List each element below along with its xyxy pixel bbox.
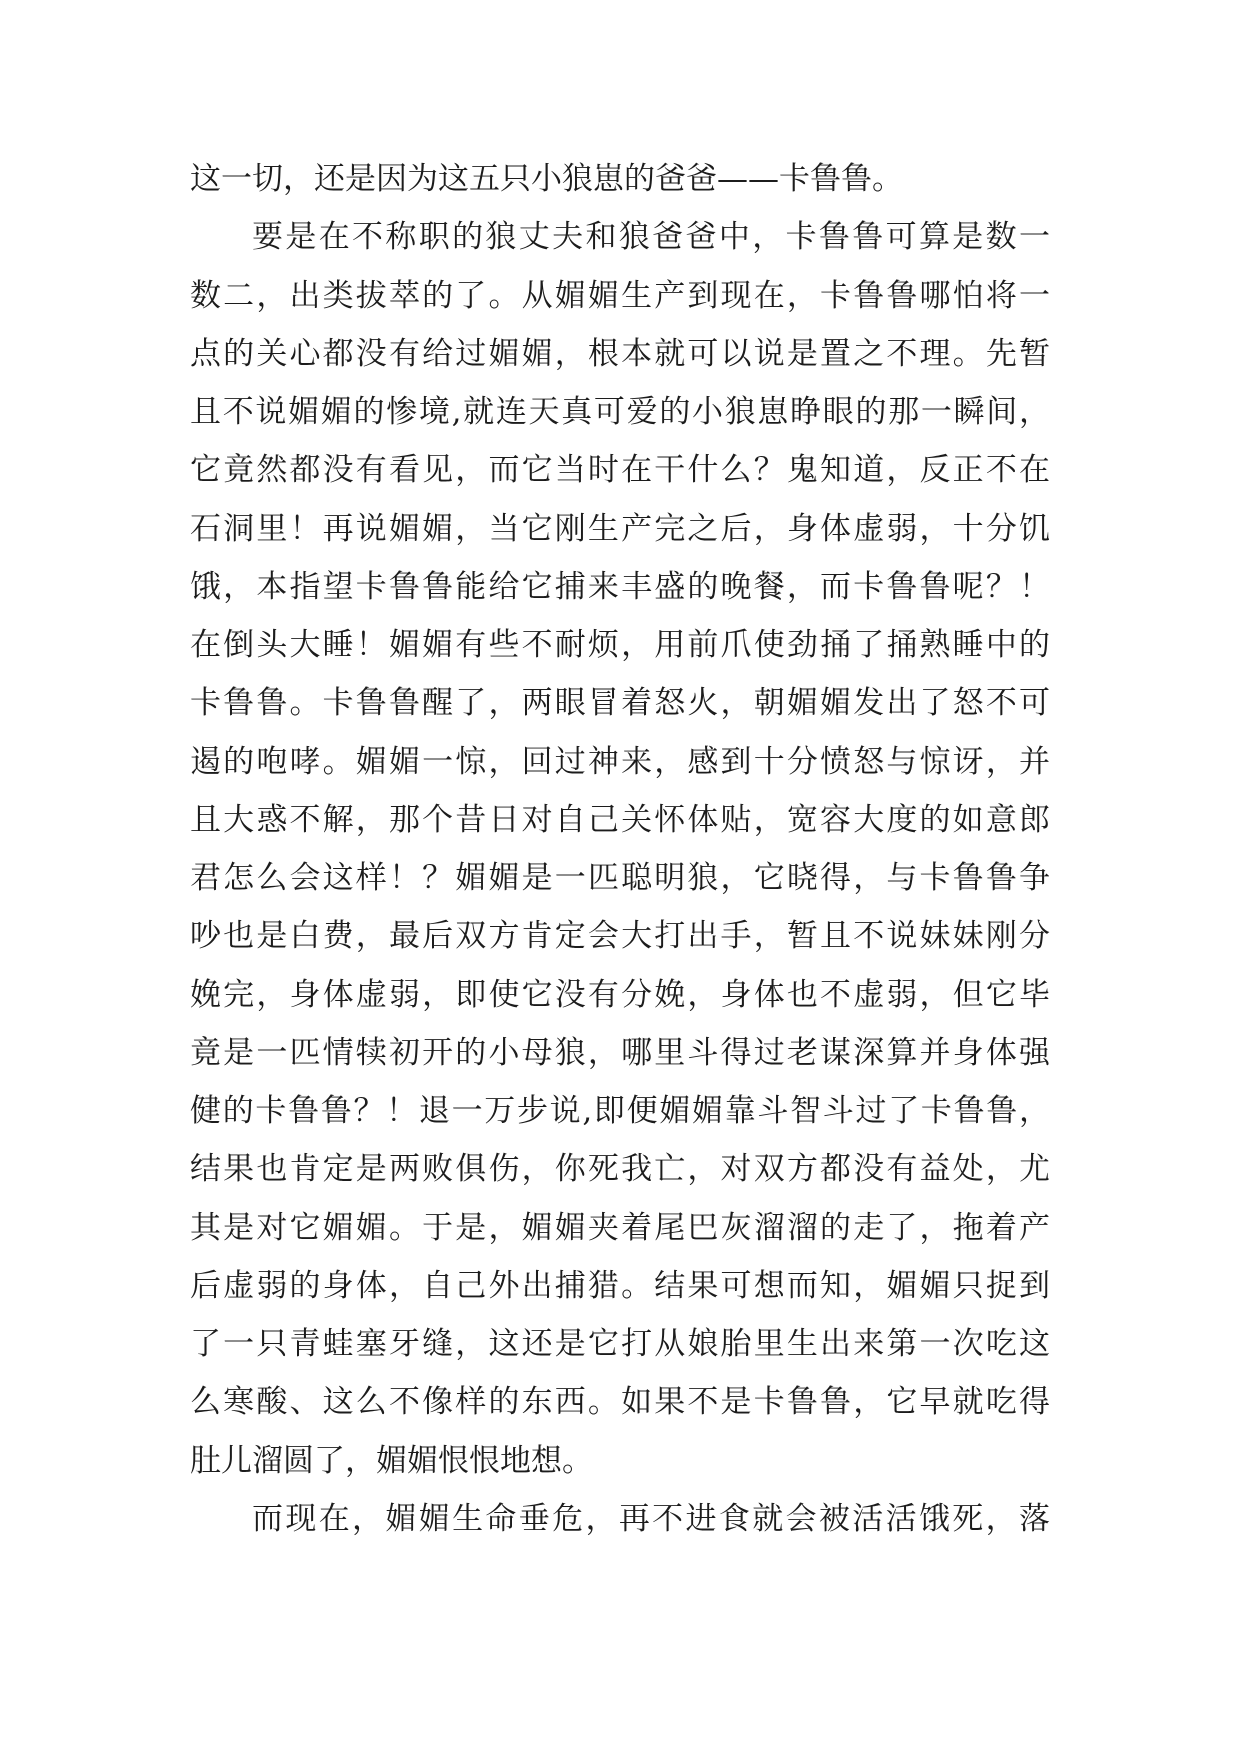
text-body [190, 150, 1050, 1548]
paragraph-first-line: 而现在，媚媚生命垂危，再不进食就会被活活饿死，落 [252, 1500, 1050, 1537]
text-line: 这一切，还是因为这五只小狼崽的爸爸——卡鲁鲁。 [190, 161, 903, 197]
text-line: 其是对它媚媚。于是，媚媚夹着尾巴灰溜溜的走了，拖着产 [190, 1209, 1050, 1246]
paragraph-last-line: 肚儿溜圆了，媚媚恨恨地想。 [190, 1442, 593, 1479]
text-line: 卡鲁鲁。卡鲁鲁醒了，两眼冒着怒火，朝媚媚发出了怒不可 [190, 685, 1050, 722]
text-line: 且大惑不解，那个昔日对自己关怀体贴，宽容大度的如意郎 [190, 801, 1050, 838]
text-line: 结果也肯定是两败俱伤，你死我亡，对双方都没有益处，尤 [190, 1151, 1050, 1188]
text-line: 么寒酸、这么不像样的东西。如果不是卡鲁鲁，它早就吃得 [190, 1384, 1050, 1421]
text-line: 吵也是白费，最后双方肯定会大打出手，暂且不说妹妹刚分 [190, 918, 1050, 955]
text-line: 娩完，身体虚弱，即使它没有分娩，身体也不虚弱，但它毕 [190, 976, 1050, 1013]
text-line: 竟是一匹情犊初开的小母狼，哪里斗得过老谋深算并身体强 [190, 1034, 1050, 1071]
text-line: 点的关心都没有给过媚媚，根本就可以说是置之不理。先暂 [190, 335, 1050, 372]
text-line: 遏的咆哮。媚媚一惊，回过神来，感到十分愤怒与惊讶，并 [190, 743, 1050, 780]
text-line: 数二，出类拔萃的了。从媚媚生产到现在，卡鲁鲁哪怕将一 [190, 277, 1050, 314]
text-line: 饿，本指望卡鲁鲁能给它捕来丰盛的晚餐，而卡鲁鲁呢？！ [190, 568, 1050, 605]
text-line: 在倒头大睡！媚媚有些不耐烦，用前爪使劲捅了捅熟睡中的 [190, 627, 1050, 663]
text-line: 石洞里！再说媚媚，当它刚生产完之后，身体虚弱，十分饥 [190, 510, 1050, 547]
text-line: 它竟然都没有看见，而它当时在干什么？鬼知道，反正不在 [190, 452, 1050, 489]
paragraph-first-line: 要是在不称职的狼丈夫和狼爸爸中，卡鲁鲁可算是数一 [252, 219, 1050, 256]
text-line: 后虚弱的身体，自己外出捕猎。结果可想而知，媚媚只捉到 [190, 1267, 1050, 1304]
text-line: 且不说媚媚的惨境,就连天真可爱的小狼崽睁眼的那一瞬间， [190, 394, 1050, 430]
text-line: 君怎么会这样！？媚媚是一匹聪明狼，它晓得，与卡鲁鲁争 [190, 860, 1050, 896]
text-line: 健的卡鲁鲁？！退一万步说,即便媚媚靠斗智斗过了卡鲁鲁， [190, 1093, 1050, 1129]
text-line: 了一只青蛙塞牙缝，这还是它打从娘胎里生出来第一次吃这 [190, 1326, 1050, 1362]
